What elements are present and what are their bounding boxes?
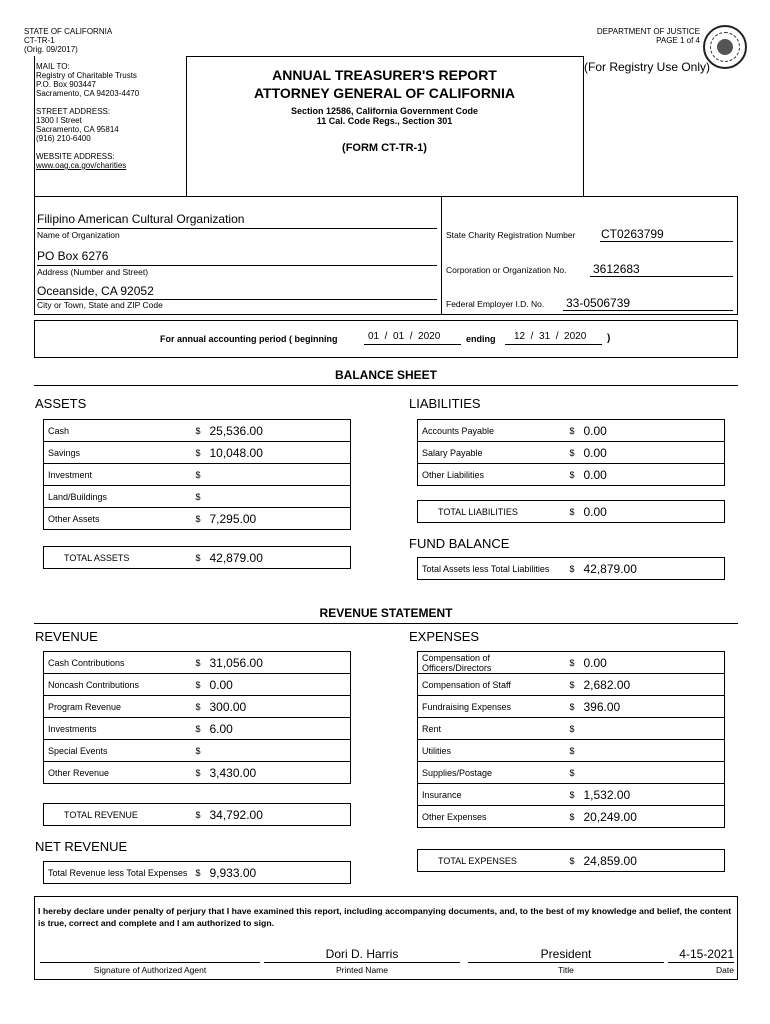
liabilities-table bbox=[417, 419, 725, 486]
revenue-heading: REVENUE bbox=[35, 629, 98, 644]
balance-sheet-title: BALANCE SHEET bbox=[334, 368, 437, 382]
printed-name-line bbox=[264, 962, 460, 963]
corp-number-line bbox=[590, 276, 733, 277]
period-end-value[interactable]: 12 / 31 / 2020 bbox=[514, 331, 587, 342]
form-code: CT-TR-1 bbox=[24, 36, 55, 45]
revenue-row bbox=[44, 740, 351, 762]
org-name-value[interactable]: Filipino American Cultural Organization bbox=[37, 212, 245, 226]
liability-value[interactable]: 0.00 bbox=[580, 464, 725, 486]
form-number: (FORM CT-TR-1) bbox=[342, 142, 427, 154]
fein-line bbox=[563, 310, 733, 311]
revenue-value[interactable]: 6.00 bbox=[206, 718, 351, 740]
state-label: STATE OF CALIFORNIA bbox=[24, 27, 113, 36]
expense-value[interactable]: 396.00 bbox=[580, 696, 725, 718]
website-label: WEBSITE ADDRESS: bbox=[36, 152, 115, 161]
org-box-divider bbox=[441, 196, 442, 315]
period-begin-label: For annual accounting period ( beginning bbox=[160, 334, 338, 344]
currency-sign: $ bbox=[566, 784, 580, 806]
currency-sign: $ bbox=[566, 558, 580, 580]
liability-label: Accounts Payable bbox=[418, 420, 566, 442]
currency-sign: $ bbox=[192, 696, 206, 718]
expense-value[interactable] bbox=[580, 740, 725, 762]
registry-use-label: (For Registry Use Only) bbox=[584, 60, 711, 74]
balance-sheet-rule bbox=[34, 385, 738, 386]
asset-row bbox=[44, 464, 351, 486]
revenue-label: Program Revenue bbox=[44, 696, 192, 718]
currency-sign: $ bbox=[566, 718, 580, 740]
expense-label: Rent bbox=[418, 718, 566, 740]
phone-number: (916) 210-6400 bbox=[36, 134, 91, 143]
reg-number-label: State Charity Registration Number bbox=[446, 230, 576, 240]
header-divider-2 bbox=[583, 56, 584, 196]
fund-balance-table bbox=[417, 557, 725, 580]
currency-sign: $ bbox=[192, 862, 206, 884]
expense-label: Compensation of Staff bbox=[418, 674, 566, 696]
revenue-label: Special Events bbox=[44, 740, 192, 762]
currency-sign: $ bbox=[566, 501, 580, 523]
expenses-heading: EXPENSES bbox=[409, 629, 480, 644]
currency-sign: $ bbox=[192, 486, 206, 508]
asset-value[interactable]: 7,295.00 bbox=[206, 508, 351, 530]
currency-sign: $ bbox=[192, 508, 206, 530]
expense-row bbox=[418, 718, 725, 740]
liability-value[interactable]: 0.00 bbox=[580, 442, 725, 464]
net-revenue-value[interactable]: 9,933.00 bbox=[206, 862, 351, 884]
period-end-label: ending bbox=[466, 334, 496, 344]
fund-balance-value[interactable]: 42,879.00 bbox=[580, 558, 725, 580]
revenue-statement-title: REVENUE STATEMENT bbox=[319, 606, 453, 620]
total-revenue-table bbox=[43, 803, 351, 826]
asset-row bbox=[44, 420, 351, 442]
org-address-label: Address (Number and Street) bbox=[37, 267, 149, 277]
report-subtitle: ATTORNEY GENERAL OF CALIFORNIA bbox=[253, 85, 516, 101]
title-block bbox=[186, 66, 583, 154]
period-end-line bbox=[505, 344, 602, 345]
revenue-label: Other Revenue bbox=[44, 762, 192, 784]
mail-to-label: MAIL TO: bbox=[36, 62, 70, 71]
org-address-line bbox=[37, 265, 437, 266]
currency-sign: $ bbox=[192, 442, 206, 464]
period-close-paren: ) bbox=[607, 333, 611, 344]
orig-date: (Orig. 09/2017) bbox=[24, 45, 78, 54]
mail-line-1: Registry of Charitable Trusts bbox=[36, 71, 137, 80]
fein-label: Federal Employer I.D. No. bbox=[446, 299, 545, 309]
header-top-border bbox=[186, 56, 583, 57]
liability-label: Salary Payable bbox=[418, 442, 566, 464]
date-line bbox=[668, 962, 734, 963]
currency-sign: $ bbox=[192, 804, 206, 826]
expenses-table bbox=[417, 651, 725, 828]
liability-label: Other Liabilities bbox=[418, 464, 566, 486]
expense-label: Fundraising Expenses bbox=[418, 696, 566, 718]
title-label: Title bbox=[558, 965, 574, 975]
currency-sign: $ bbox=[566, 696, 580, 718]
asset-row bbox=[44, 486, 351, 508]
revenue-row bbox=[44, 718, 351, 740]
currency-sign: $ bbox=[566, 464, 580, 486]
mail-line-2: P.O. Box 903447 bbox=[36, 80, 96, 89]
street-line-2: Sacramento, CA 95814 bbox=[36, 125, 119, 134]
currency-sign: $ bbox=[566, 420, 580, 442]
asset-value[interactable] bbox=[206, 464, 351, 486]
expense-value[interactable]: 20,249.00 bbox=[580, 806, 725, 828]
net-revenue-label: Total Revenue less Total Expenses bbox=[44, 862, 192, 884]
revenue-statement-rule bbox=[34, 623, 738, 624]
currency-sign: $ bbox=[566, 806, 580, 828]
org-name-label: Name of Organization bbox=[37, 230, 120, 240]
net-revenue-row bbox=[44, 862, 351, 884]
asset-value[interactable] bbox=[206, 486, 351, 508]
corp-number-label: Corporation or Organization No. bbox=[446, 265, 567, 275]
total-revenue-value[interactable]: 34,792.00 bbox=[206, 804, 351, 826]
mail-block bbox=[36, 62, 139, 170]
currency-sign: $ bbox=[566, 652, 580, 674]
asset-value[interactable]: 25,536.00 bbox=[206, 420, 351, 442]
currency-sign: $ bbox=[192, 674, 206, 696]
revenue-row bbox=[44, 696, 351, 718]
currency-sign: $ bbox=[192, 652, 206, 674]
form-header-right bbox=[597, 27, 700, 45]
currency-sign: $ bbox=[566, 762, 580, 784]
revenue-label: Cash Contributions bbox=[44, 652, 192, 674]
currency-sign: $ bbox=[192, 740, 206, 762]
page-number: PAGE 1 of 4 bbox=[656, 36, 700, 45]
printed-name-label: Printed Name bbox=[336, 965, 388, 975]
org-city-value[interactable]: Oceanside, CA 92052 bbox=[37, 284, 154, 298]
expense-label: Supplies/Postage bbox=[418, 762, 566, 784]
fein-value[interactable]: 33-0506739 bbox=[566, 296, 631, 310]
reg-number-line bbox=[600, 241, 733, 242]
total-liabilities-table bbox=[417, 500, 725, 523]
currency-sign: $ bbox=[566, 674, 580, 696]
fund-balance-heading: FUND BALANCE bbox=[409, 536, 510, 551]
revenue-label: Noncash Contributions bbox=[44, 674, 192, 696]
date-value[interactable]: 4-15-2021 bbox=[679, 947, 734, 961]
asset-label: Other Assets bbox=[44, 508, 192, 530]
liability-row bbox=[418, 420, 725, 442]
expense-row bbox=[418, 652, 725, 674]
revenue-row bbox=[44, 674, 351, 696]
period-begin-value[interactable]: 01 / 01 / 2020 bbox=[368, 331, 441, 342]
fund-balance-row bbox=[418, 558, 725, 580]
signature-label: Signature of Authorized Agent bbox=[93, 965, 207, 975]
expense-row bbox=[418, 674, 725, 696]
asset-label: Investment bbox=[44, 464, 192, 486]
asset-row bbox=[44, 442, 351, 464]
asset-value[interactable]: 10,048.00 bbox=[206, 442, 351, 464]
expense-label: Compensation of Officers/Directors bbox=[418, 652, 566, 674]
expense-value[interactable] bbox=[580, 762, 725, 784]
street-address-label: STREET ADDRESS: bbox=[36, 107, 111, 116]
corp-number-value[interactable]: 3612683 bbox=[593, 262, 640, 276]
org-city-label: City or Town, State and ZIP Code bbox=[37, 300, 163, 310]
expense-row bbox=[418, 740, 725, 762]
total-expenses-table bbox=[417, 849, 725, 872]
total-assets-row bbox=[44, 547, 351, 569]
street-line-1: 1300 I Street bbox=[36, 116, 82, 125]
total-expenses-row bbox=[418, 850, 725, 872]
expense-value[interactable]: 0.00 bbox=[580, 652, 725, 674]
revenue-value[interactable] bbox=[206, 740, 351, 762]
date-label: Date bbox=[716, 965, 734, 975]
assets-table bbox=[43, 419, 351, 530]
liability-row bbox=[418, 464, 725, 486]
fund-balance-label: Total Assets less Total Liabilities bbox=[418, 558, 566, 580]
total-expenses-value[interactable]: 24,859.00 bbox=[580, 850, 725, 872]
website-link[interactable]: www.oag.ca.gov/charities bbox=[36, 161, 127, 170]
revenue-value[interactable]: 31,056.00 bbox=[206, 652, 351, 674]
revenue-row bbox=[44, 762, 351, 784]
currency-sign: $ bbox=[192, 547, 206, 569]
currency-sign: $ bbox=[566, 442, 580, 464]
revenue-row bbox=[44, 652, 351, 674]
currency-sign: $ bbox=[192, 718, 206, 740]
total-expenses-label: TOTAL EXPENSES bbox=[418, 850, 566, 872]
currency-sign: $ bbox=[192, 762, 206, 784]
net-revenue-table bbox=[43, 861, 351, 884]
revenue-value[interactable]: 0.00 bbox=[206, 674, 351, 696]
currency-sign: $ bbox=[192, 420, 206, 442]
total-liabilities-value[interactable]: 0.00 bbox=[580, 501, 725, 523]
total-assets-label: TOTAL ASSETS bbox=[44, 547, 192, 569]
assets-heading: ASSETS bbox=[35, 396, 87, 411]
currency-sign: $ bbox=[192, 464, 206, 486]
asset-label: Land/Buildings bbox=[44, 486, 192, 508]
org-name-line bbox=[37, 228, 437, 229]
expense-label: Insurance bbox=[418, 784, 566, 806]
printed-name-value[interactable]: Dori D. Harris bbox=[325, 947, 399, 961]
expense-value[interactable] bbox=[580, 718, 725, 740]
expense-label: Utilities bbox=[418, 740, 566, 762]
total-liabilities-row bbox=[418, 501, 725, 523]
currency-sign: $ bbox=[566, 850, 580, 872]
revenue-table bbox=[43, 651, 351, 784]
department-label: DEPARTMENT OF JUSTICE bbox=[596, 27, 700, 36]
asset-label: Cash bbox=[44, 420, 192, 442]
expense-label: Other Expenses bbox=[418, 806, 566, 828]
org-address-value[interactable]: PO Box 6276 bbox=[37, 249, 109, 263]
revenue-value[interactable]: 300.00 bbox=[206, 696, 351, 718]
report-title: ANNUAL TREASURER'S REPORT bbox=[272, 67, 497, 83]
form-header-left bbox=[24, 27, 112, 54]
expense-value[interactable]: 1,532.00 bbox=[580, 784, 725, 806]
liabilities-heading: LIABILITIES bbox=[409, 396, 481, 411]
expense-row bbox=[418, 784, 725, 806]
expense-value[interactable]: 2,682.00 bbox=[580, 674, 725, 696]
asset-label: Savings bbox=[44, 442, 192, 464]
net-revenue-heading: NET REVENUE bbox=[35, 839, 128, 854]
declaration-text: I hereby declare under penalty of perjury that I have examined this report, including accompanying documents, and, to the best of my knowledge and belief, the content is true, correct and complete and I am authorized to sign. bbox=[38, 906, 732, 928]
period-begin-line bbox=[364, 344, 461, 345]
liability-row bbox=[418, 442, 725, 464]
total-liabilities-label: TOTAL LIABILITIES bbox=[418, 501, 566, 523]
header-left-border bbox=[34, 56, 35, 196]
liability-value[interactable]: 0.00 bbox=[580, 420, 725, 442]
reg-number-value[interactable]: CT0263799 bbox=[601, 227, 664, 241]
total-revenue-row bbox=[44, 804, 351, 826]
expense-row bbox=[418, 806, 725, 828]
signature-line bbox=[40, 962, 260, 963]
regs-section: 11 Cal. Code Regs., Section 301 bbox=[316, 116, 453, 126]
total-revenue-label: TOTAL REVENUE bbox=[44, 804, 192, 826]
title-line bbox=[468, 962, 664, 963]
title-value[interactable]: President bbox=[540, 947, 592, 961]
total-assets-value[interactable]: 42,879.00 bbox=[206, 547, 351, 569]
government-code: Section 12586, California Government Code bbox=[290, 106, 479, 116]
expense-row bbox=[418, 762, 725, 784]
revenue-label: Investments bbox=[44, 718, 192, 740]
revenue-value[interactable]: 3,430.00 bbox=[206, 762, 351, 784]
asset-row bbox=[44, 508, 351, 530]
total-assets-table bbox=[43, 546, 351, 569]
currency-sign: $ bbox=[566, 740, 580, 762]
mail-line-3: Sacramento, CA 94203-4470 bbox=[36, 89, 140, 98]
expense-row bbox=[418, 696, 725, 718]
